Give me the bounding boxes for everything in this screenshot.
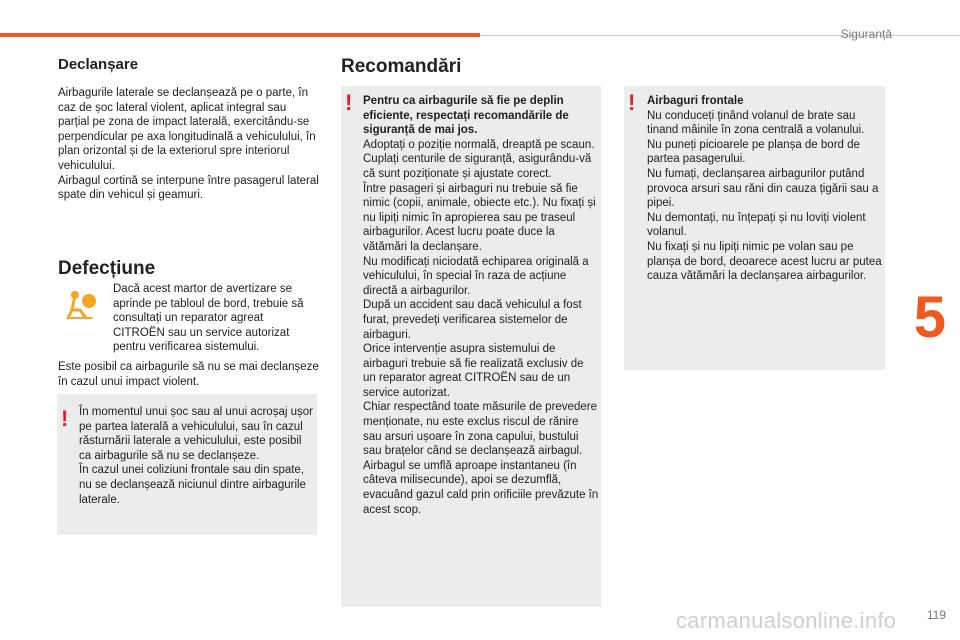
- header-accent-bar: [0, 33, 480, 37]
- defectiune-text: Este posibil ca airbagurile să nu se mai declanșeze în cazul unui impact violent.: [58, 361, 319, 388]
- page-number: 119: [926, 608, 946, 622]
- recomandari-heading: Recomandări: [341, 56, 462, 77]
- warning-icon: !: [61, 406, 69, 431]
- declansare-text: Airbagurile laterale se declanșează pe o parte, în caz de șoc lateral violent, aplicat integral sau parțial pe zona de impact laterală, exercitându-se perpendicular pe axa longitudinală a vehiculului, în plan orizontal și de la exteriorul spre interiorul vehiculului. Airbagul cortină se interpune între pasagerul lateral spate din vehicul și geamuri.: [58, 87, 319, 202]
- warning-icon: !: [628, 90, 636, 115]
- declansare-heading: Declanșare: [58, 56, 139, 73]
- recomandari-warning-text: Adoptați o poziție normală, dreaptă pe scaun. Cuplați centurile de siguranță, asigurându-vă că sunt poziționate și ajustate corect. Între pasageri și airbaguri nu trebuie să fie nimic (copii, animale, obiecte etc.). Nu fixați și nu lipiți nimic în apropierea sau pe traseul airbagurilor. Acest lucru poate duce la vătămări la declanșare. Nu modificați niciodată echiparea originală a vehiculului, în special în raza de acțiune directă a airbagurilor. După un accident sau dacă vehiculul a fost furat, prevedeți verificarea sistemelor de airbaguri. Orice intervenție asupra sistemului de airbaguri trebuie să fie realizată exclusiv de un reparator agreat CITROËN sau de un service autorizat. Chiar respectând toate măsurile de prevedere menționate, nu este exclus riscul de rănire sau arsuri ușoare în zona capului, bustului sau brațelor când se declanșează airbagul. Airbagul se umflă aproape instantaneu (în câteva milisecunde), apoi se dezumflă, evacuând gazul cald prin orificiile prevăzute în acest scop.: [363, 138, 599, 516]
- warning-icon: !: [345, 90, 353, 115]
- airbaguri-frontale-content: [647, 94, 883, 284]
- defectiune-warning-text: În momentul unui șoc sau al unui acroșaj ușor pe partea laterală a vehiculului, sau în cazul răsturnării laterale a vehiculului, este posibil ca airbagurile să nu se declanșeze. În cazul unei coliziuni frontale sau din spate, nu se declanșează niciunul dintre airbagurile laterale.: [79, 406, 313, 506]
- recomandari-warning-content: [363, 94, 599, 517]
- airbaguri-frontale-title: Airbaguri frontale: [647, 95, 744, 107]
- recomandari-warning-box: [341, 86, 601, 607]
- recomandari-warning-title: Pentru ca airbagurile să fie pe deplin eficiente, respectați recomandările de siguranță de mai jos.: [363, 95, 569, 137]
- chapter-number: 5: [913, 285, 946, 350]
- defectiune-heading: Defecțiune: [58, 258, 156, 279]
- airbag-warning-icon: [62, 286, 98, 322]
- defectiune-warning-box: [57, 394, 317, 535]
- airbaguri-frontale-box: [624, 86, 885, 370]
- airbaguri-frontale-text: Nu conduceți ținând volanul de brate sau tinand mâinile în zona centrală a volanului. Nu puneți picioarele pe planșa de bord de partea pasagerului. Nu fumați, declanșarea airbagurilor putând provoca arsuri sau răni din cauza țigării sau a pipei. Nu demontați, nu înțepați și nu loviți violent volanul. Nu fixați și nu lipiți nimic pe volan sau pe planșa de bord, deoarece acest lucru ar putea cauza vătămări la declanșarea airbagurilor.: [647, 109, 882, 283]
- watermark: carmanualsonline.info: [676, 608, 897, 633]
- defectiune-lamp-text: Dacă acest martor de avertizare se aprinde pe tabloul de bord, trebuie să consultați un reparator agreat CITROËN sau un service autorizat pentru verificarea sistemului.: [113, 283, 304, 354]
- section-title: Siguranță: [840, 27, 892, 41]
